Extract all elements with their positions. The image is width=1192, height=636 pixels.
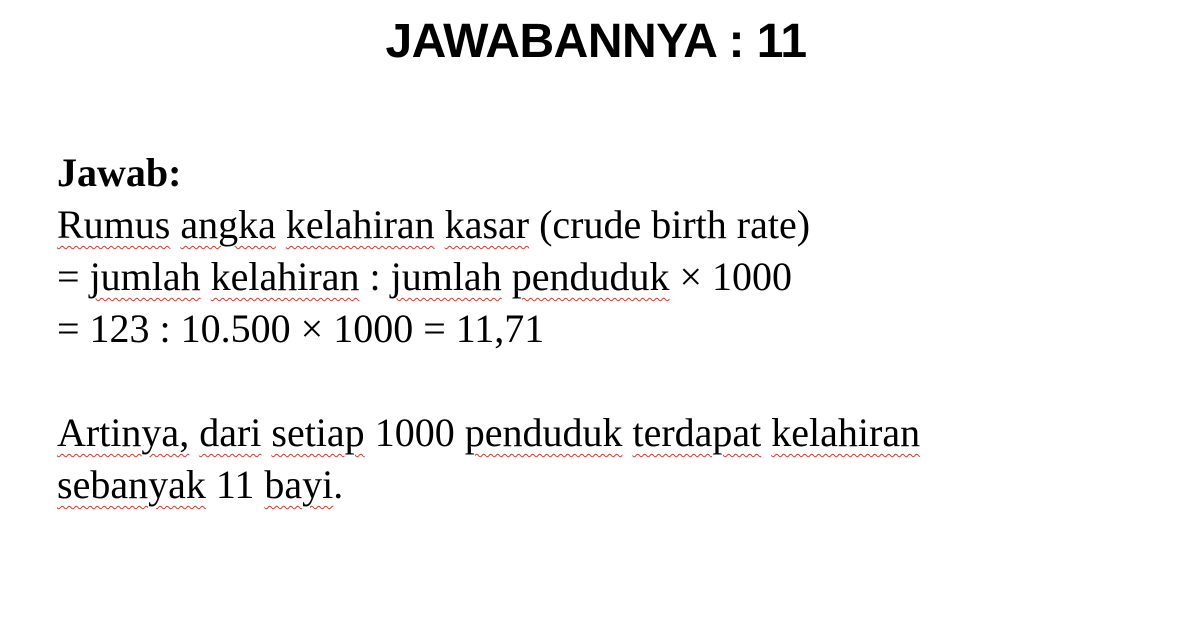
word-setiap: setiap	[271, 410, 365, 455]
formula-line-3: = 123 : 10.500 × 1000 = 11,71	[57, 306, 545, 351]
crude-birth-rate-text: (crude birth rate)	[539, 202, 811, 247]
word-bayi: bayi	[264, 462, 334, 507]
divide-sign: :	[369, 254, 381, 299]
word-kelahiran-2: kelahiran	[210, 254, 360, 299]
meaning-line-2	[57, 459, 1157, 511]
answer-heading: Jawab:	[57, 150, 182, 195]
slide-title: JAWABANNYA : 11	[385, 15, 807, 68]
meaning-line-1	[57, 407, 1157, 459]
times-thousand: × 1000	[679, 254, 793, 299]
word-jumlah-2: jumlah	[390, 254, 502, 299]
word-dari: dari	[199, 410, 262, 455]
word-penduduk: penduduk	[511, 254, 670, 299]
word-jumlah: jumlah	[89, 254, 201, 299]
formula-line-2	[57, 251, 1157, 303]
word-penduduk-2: penduduk	[464, 410, 623, 455]
formula-line-1	[57, 199, 1157, 251]
answer-body	[57, 147, 1157, 511]
equals-sign: =	[57, 254, 80, 299]
word-angka: angka	[180, 202, 276, 247]
word-artinya: Artinya,	[57, 410, 190, 455]
word-kasar: kasar	[444, 202, 530, 247]
word-kelahiran-3: kelahiran	[771, 410, 921, 455]
word-rumus: Rumus	[57, 202, 171, 247]
paragraph-gap	[57, 355, 1157, 407]
word-terdapat: terdapat	[632, 410, 762, 455]
word-sebanyak: sebanyak	[57, 462, 206, 507]
period: .	[333, 462, 344, 507]
number-11: 11	[215, 462, 255, 507]
number-1000: 1000	[374, 410, 455, 455]
word-kelahiran: kelahiran	[285, 202, 435, 247]
